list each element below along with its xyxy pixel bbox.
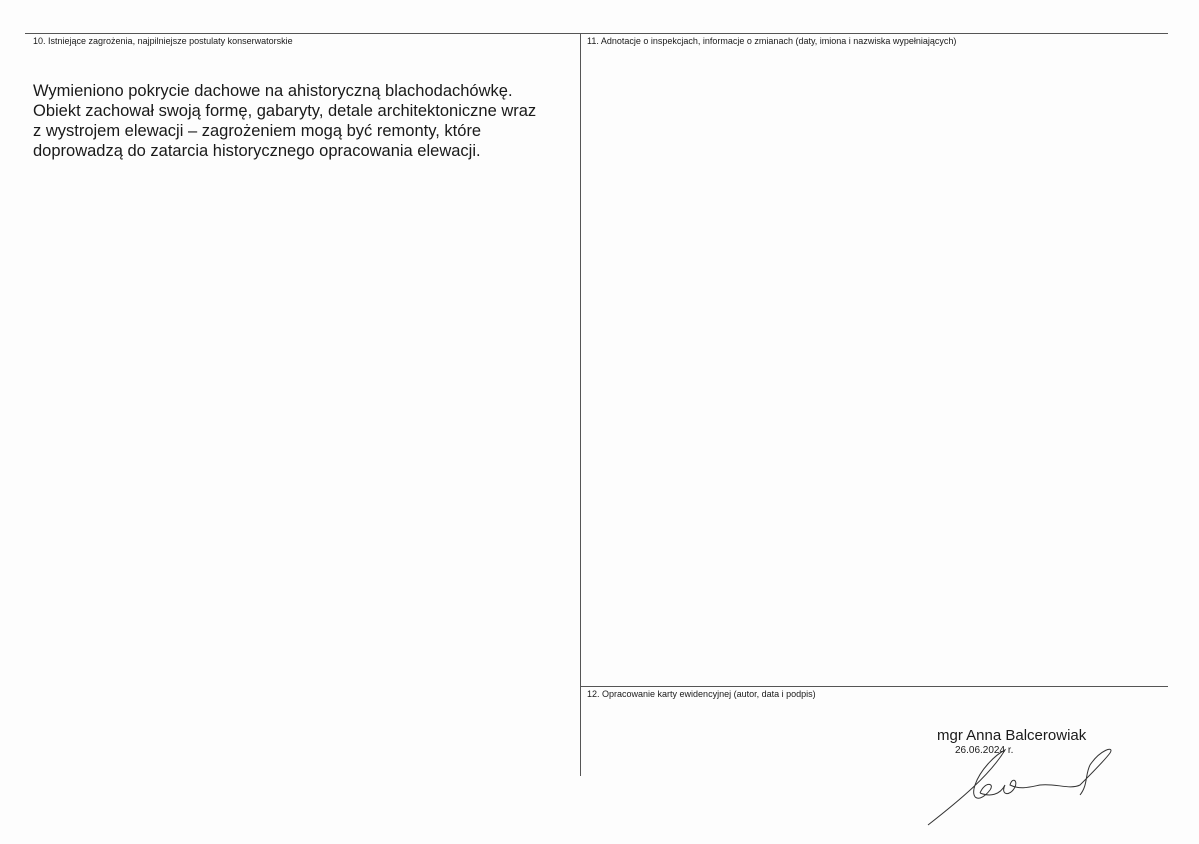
- handwritten-signature: [920, 745, 1120, 830]
- text-line: Wymieniono pokrycie dachowe na ahistoryczną blachodachówkę.: [33, 82, 513, 100]
- signature-date: 26.06.2024 r.: [955, 745, 1014, 756]
- section12-rule: [580, 686, 1168, 687]
- section12-label: 12. Opracowanie karty ewidencyjnej (autor, data i podpis): [587, 689, 816, 699]
- section10-label: 10. Istniejące zagrożenia, najpilniejsze postulaty konserwatorskie: [33, 36, 293, 46]
- section10-text: [33, 81, 573, 161]
- text-line: z wystrojem elewacji – zagrożeniem mogą być remonty, które: [33, 122, 482, 140]
- top-rule: [25, 33, 1168, 34]
- author-name: mgr Anna Balcerowiak: [937, 727, 1087, 744]
- column-divider: [580, 33, 581, 776]
- section11-label: 11. Adnotacje o inspekcjach, informacje o zmianach (daty, imiona i nazwiska wypełniających): [587, 36, 957, 46]
- text-line: Obiekt zachował swoją formę, gabaryty, detale architektoniczne wraz: [33, 102, 537, 120]
- text-line: doprowadzą do zatarcia historycznego opracowania elewacji.: [33, 142, 481, 160]
